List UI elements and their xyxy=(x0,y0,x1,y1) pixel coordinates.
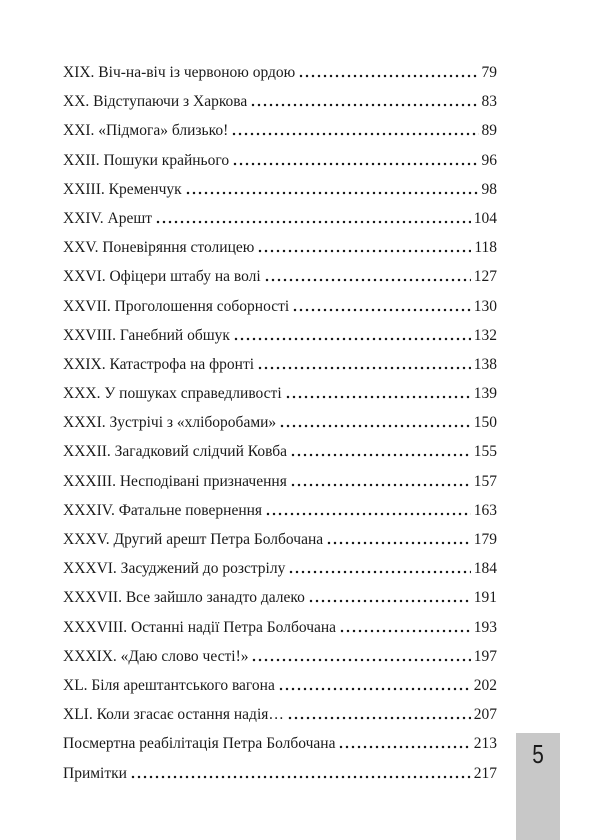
page-number: 5 xyxy=(532,739,544,769)
toc-dot-leader xyxy=(231,132,478,136)
toc-entry xyxy=(63,705,497,734)
toc-entry xyxy=(63,355,497,384)
toc-entry-page: 193 xyxy=(473,618,497,636)
toc-entry-page: 184 xyxy=(473,560,497,578)
toc-entry xyxy=(63,297,497,326)
toc-entry-page: 202 xyxy=(473,676,497,694)
toc-entry xyxy=(63,764,497,793)
toc-entry-title: XXIX. Катастрофа на фронті xyxy=(63,355,255,373)
toc-entry-page: 163 xyxy=(473,501,497,519)
toc-dot-leader xyxy=(292,308,471,312)
toc-entry xyxy=(63,180,497,209)
toc-entry-page: 139 xyxy=(473,385,497,403)
toc-entry-page: 127 xyxy=(473,268,497,286)
toc-entry-title: XXII. Пошуки крайнього xyxy=(63,151,230,169)
toc-entry-page: 132 xyxy=(473,326,497,344)
table-of-contents xyxy=(63,63,497,793)
toc-entry xyxy=(63,384,497,413)
toc-entry xyxy=(63,618,497,647)
toc-entry-title: XX. Відступаючи з Харкова xyxy=(63,93,248,111)
toc-entry-title: XXXIII. Несподівані призначення xyxy=(63,472,287,490)
toc-dot-leader xyxy=(155,220,471,224)
toc-entry xyxy=(63,588,497,617)
toc-dot-leader xyxy=(232,162,478,166)
toc-dot-leader xyxy=(285,395,471,399)
toc-entry xyxy=(63,734,497,763)
toc-entry xyxy=(63,326,497,355)
toc-dot-leader xyxy=(279,424,471,428)
toc-entry-page: 150 xyxy=(473,414,497,432)
toc-entry-page: 191 xyxy=(473,589,497,607)
toc-entry-title: XXXVIII. Останні надії Петра Болбочана xyxy=(63,618,337,636)
toc-dot-leader xyxy=(290,483,471,487)
toc-entry-title: XXIII. Кременчук xyxy=(63,180,182,198)
toc-entry-title: XXXIV. Фатальне повернення xyxy=(63,501,263,519)
toc-entry-page: 207 xyxy=(473,706,497,724)
toc-dot-leader xyxy=(288,570,470,574)
toc-entry-page: 217 xyxy=(473,764,497,782)
toc-entry xyxy=(63,121,497,150)
toc-entry-title: XL. Біля арештантського вагона xyxy=(63,676,275,694)
toc-entry-page: 89 xyxy=(481,122,497,140)
toc-dot-leader xyxy=(251,658,470,662)
toc-entry-title: XXXVII. Все зайшло занадто далеко xyxy=(63,589,305,607)
toc-entry xyxy=(63,442,497,471)
toc-entry-page: 213 xyxy=(473,735,497,753)
toc-entry-title: XXXII. Загадковий слідчий Ковба xyxy=(63,443,287,461)
toc-entry-page: 197 xyxy=(473,647,497,665)
toc-entry-title: XXXVI. Засуджений до розстрілу xyxy=(63,560,286,578)
toc-dot-leader xyxy=(339,629,471,633)
toc-dot-leader xyxy=(326,541,471,545)
toc-dot-leader xyxy=(287,716,471,720)
toc-entry xyxy=(63,63,497,92)
toc-entry-title: XXVII. Проголошення соборності xyxy=(63,297,290,315)
toc-dot-leader xyxy=(185,191,479,195)
toc-dot-leader xyxy=(290,453,471,457)
toc-entry-title: XXXI. Зустрічі з «хліборобами» xyxy=(63,414,277,432)
toc-entry-title: XXXV. Другий арешт Петра Болбочана xyxy=(63,531,324,548)
toc-entry-page: 118 xyxy=(474,239,497,257)
toc-entry-title: XXXIX. «Даю слово честі!» xyxy=(63,647,249,665)
toc-dot-leader xyxy=(130,775,471,779)
toc-entry-title: XXI. «Підмога» близько! xyxy=(63,122,229,140)
toc-entry-page: 98 xyxy=(481,180,497,198)
toc-entry-page: 130 xyxy=(473,297,497,315)
toc-entry-title: XXIV. Арешт xyxy=(63,209,153,227)
toc-entry-page: 83 xyxy=(481,93,497,111)
toc-entry-title: XXVI. Офіцери штабу на волі xyxy=(63,268,261,286)
toc-entry xyxy=(63,559,497,588)
toc-dot-leader xyxy=(264,278,471,282)
toc-entry xyxy=(63,647,497,676)
toc-entry xyxy=(63,501,497,530)
toc-dot-leader xyxy=(298,74,478,78)
toc-entry-title: Примітки xyxy=(63,764,127,782)
toc-dot-leader xyxy=(250,103,478,107)
toc-entry xyxy=(63,267,497,296)
toc-entry-page: 157 xyxy=(473,472,497,490)
toc-entry-title: Посмертна реабілітація Петра Болбочана xyxy=(63,735,336,753)
toc-dot-leader xyxy=(257,249,471,253)
toc-entry-title: XXV. Поневіряння столицею xyxy=(63,239,255,257)
toc-dot-leader xyxy=(278,687,471,691)
toc-entry-title: XXVIII. Ганебний обшук xyxy=(63,326,230,344)
toc-entry-title: XXX. У пошуках справедливості xyxy=(63,385,282,403)
toc-entry-page: 155 xyxy=(473,443,497,461)
toc-entry-page: 79 xyxy=(481,64,497,81)
toc-dot-leader xyxy=(308,599,471,603)
toc-entry-title: XLI. Коли згасає остання надія… xyxy=(63,706,284,724)
toc-dot-leader xyxy=(265,512,471,516)
toc-entry xyxy=(63,472,497,501)
toc-entry xyxy=(63,413,497,442)
toc-entry xyxy=(63,238,497,267)
toc-entry xyxy=(63,530,497,559)
toc-entry xyxy=(63,676,497,705)
toc-entry-page: 138 xyxy=(473,355,497,373)
toc-entry xyxy=(63,92,497,121)
toc-entry-page: 104 xyxy=(473,209,497,227)
toc-dot-leader xyxy=(257,366,471,370)
toc-entry-page: 96 xyxy=(481,151,497,169)
toc-entry xyxy=(63,209,497,238)
toc-dot-leader xyxy=(338,745,470,749)
toc-dot-leader xyxy=(233,337,471,341)
toc-entry-page: 179 xyxy=(473,531,497,548)
toc-entry xyxy=(63,151,497,180)
page-number-tab xyxy=(516,733,560,840)
toc-entry-title: XIX. Віч-на-віч із червоною ордою xyxy=(63,64,296,81)
